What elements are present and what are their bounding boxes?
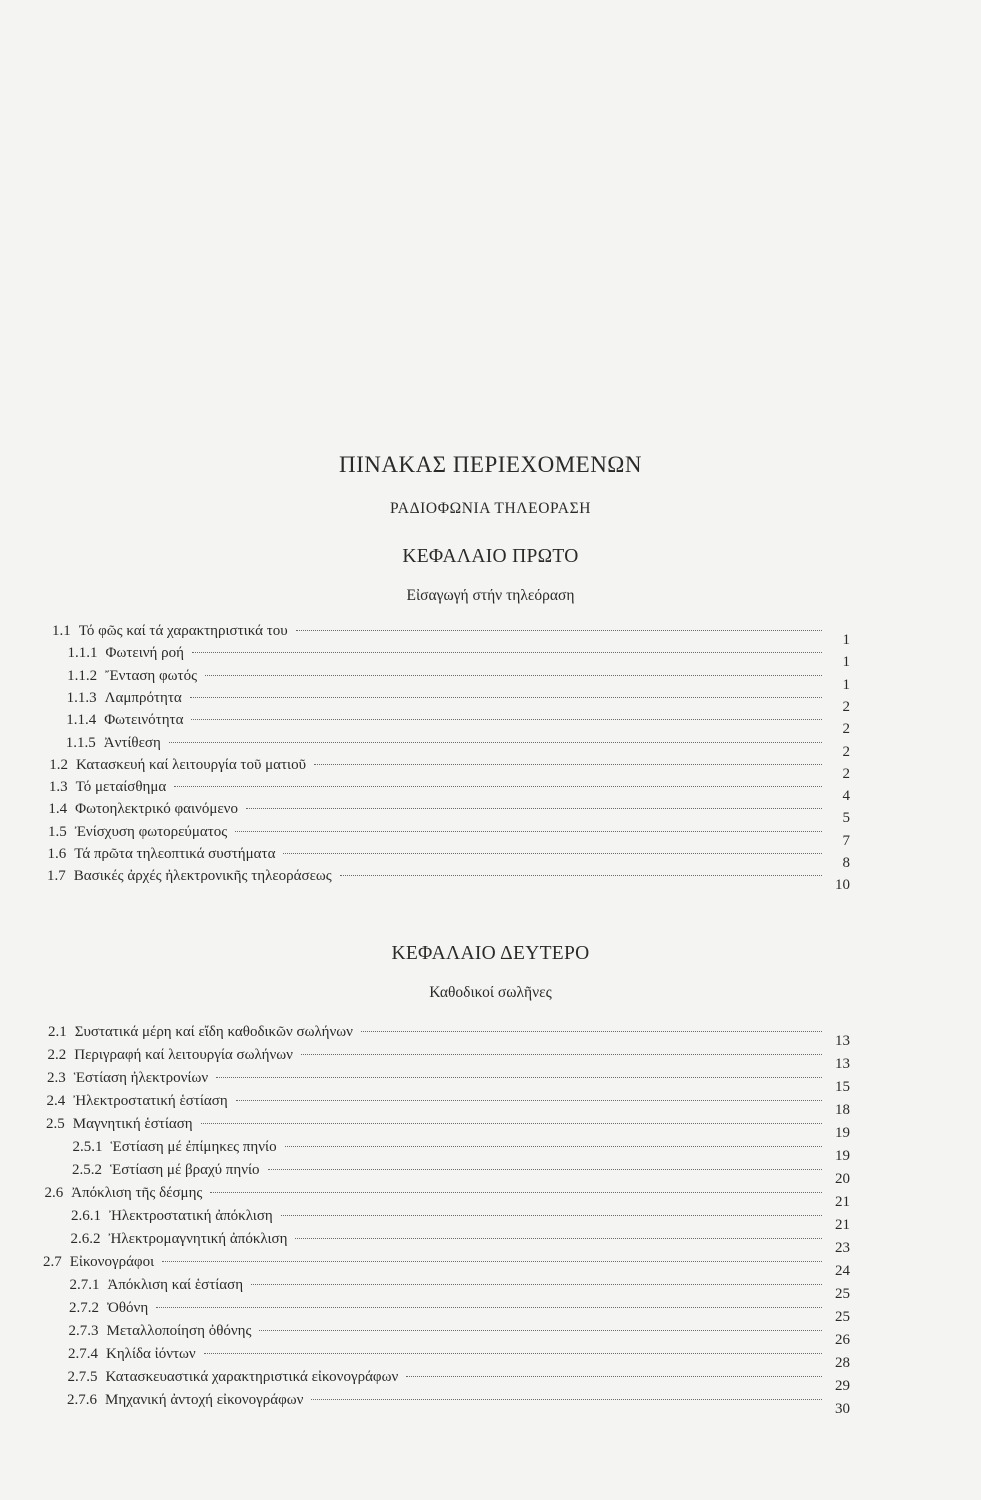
- toc-entry-title: Τά πρῶτα τηλεοπτικά συστήματα: [74, 846, 276, 862]
- toc-entry: [47, 821, 850, 849]
- dot-leader: [285, 1146, 822, 1147]
- dot-leader: [162, 1261, 822, 1262]
- dot-leader: [246, 808, 822, 809]
- toc-entry-number: 2.4: [46, 1093, 66, 1109]
- toc-entry: [48, 798, 850, 827]
- toc-entry: [68, 1343, 850, 1371]
- toc-entry-page: 19: [835, 1125, 850, 1141]
- toc-entry-number: 1.4: [48, 801, 68, 818]
- toc-entry-number: 1.1.3: [66, 689, 97, 706]
- toc-entry-number: 1.3: [48, 779, 68, 796]
- toc-entry-number: 2.6.2: [70, 1231, 101, 1247]
- dot-leader: [251, 1284, 822, 1285]
- toc-entry: [69, 1274, 851, 1302]
- toc-entry-page: 1: [842, 654, 850, 671]
- dot-leader: [406, 1376, 822, 1377]
- dot-leader: [192, 652, 822, 653]
- toc-entry-number: 1.7: [47, 868, 66, 885]
- toc-entry-title: Μεταλλοποίηση ὀθόνης: [106, 1323, 252, 1339]
- toc-entry-page: 30: [835, 1401, 850, 1417]
- toc-entry-page: 7: [842, 832, 850, 849]
- dot-leader: [281, 1215, 822, 1216]
- toc-entry-number: 2.7.2: [69, 1300, 99, 1316]
- toc-entry-number: 2.5.2: [72, 1162, 102, 1178]
- toc-entry: [66, 709, 850, 738]
- dot-leader: [311, 1399, 822, 1400]
- toc-entry: [48, 1021, 850, 1049]
- toc-entry: [47, 1044, 851, 1072]
- dot-leader: [191, 719, 822, 720]
- toc-entry-page: 13: [835, 1056, 850, 1072]
- dot-leader: [210, 1192, 822, 1193]
- dot-leader: [301, 1054, 822, 1055]
- toc-entry: [48, 776, 850, 805]
- dot-leader: [156, 1307, 822, 1308]
- toc-entry-page: 24: [835, 1263, 850, 1279]
- toc-entry-title: Εἰκονογράφοι: [69, 1254, 155, 1270]
- toc-entry: [69, 1297, 850, 1325]
- dot-leader: [174, 786, 822, 787]
- toc-entry-number: 2.7.1: [69, 1277, 100, 1293]
- toc-entry-number: 1.1.1: [67, 645, 98, 662]
- toc-entry-page: 19: [835, 1148, 850, 1164]
- toc-entry-page: 1: [842, 676, 850, 693]
- toc-entry-title: Ἠλεκτροστατική ἀπόκλιση: [109, 1208, 273, 1224]
- toc-entry-number: 2.7.5: [67, 1369, 98, 1385]
- dot-leader: [361, 1031, 822, 1032]
- toc-entry: [67, 665, 850, 693]
- toc-entry-page: 20: [835, 1171, 850, 1187]
- toc-entry-title: Τό μεταίσθημα: [75, 779, 167, 796]
- toc-entry-page: 28: [835, 1355, 850, 1371]
- toc-entry-title: Λαμπρότητα: [104, 689, 182, 706]
- toc-entry-page: 1: [842, 632, 850, 648]
- toc-entry-number: 2.1: [48, 1024, 67, 1040]
- dot-leader: [236, 1100, 822, 1101]
- toc-entry-page: 10: [834, 877, 850, 894]
- toc-entry: [72, 1136, 851, 1164]
- dot-leader: [201, 1123, 822, 1124]
- toc-entry-page: 18: [835, 1102, 850, 1118]
- toc-entry-number: 1.1.4: [66, 712, 97, 729]
- toc-entry-page: 2: [842, 721, 850, 738]
- toc-entry-number: 1.1: [52, 623, 71, 639]
- toc-entry-number: 1.6: [47, 846, 67, 862]
- toc-entry-number: 1.1.5: [65, 734, 96, 751]
- toc-entry: [67, 642, 850, 671]
- chapter-2-subtitle: Καθοδικοί σωλῆνες: [429, 984, 552, 1001]
- toc-entry-title: Περιγραφή καί λειτουργία σωλήνων: [74, 1047, 293, 1063]
- toc-entry-page: 23: [835, 1240, 850, 1256]
- toc-entry-title: Ἠλεκτροστατική ἑστίαση: [73, 1093, 228, 1109]
- toc-entry: [72, 1159, 850, 1187]
- toc-entry-page: 21: [835, 1217, 850, 1233]
- dot-leader: [235, 831, 822, 832]
- toc-entry-page: 15: [835, 1079, 850, 1095]
- toc-entry: [46, 1113, 850, 1141]
- chapter-1-subtitle: Εἰσαγωγή στήν τηλεόραση: [406, 587, 575, 604]
- toc-entry: [52, 620, 850, 648]
- toc-entry-title: Ἑστίαση ἠλεκτρονίων: [73, 1070, 209, 1086]
- toc-entry: [49, 754, 850, 782]
- toc-entry-page: 2: [842, 743, 850, 760]
- toc-entry-number: 2.7: [43, 1254, 62, 1270]
- toc-entry-page: 2: [842, 765, 850, 782]
- toc-entry-page: 21: [835, 1194, 850, 1210]
- toc-entry: [46, 1090, 851, 1118]
- toc-entry-number: 2.6.1: [71, 1208, 101, 1224]
- toc-entry-number: 2.5: [46, 1116, 65, 1132]
- toc-entry-number: 2.5.1: [72, 1139, 103, 1155]
- toc-entry: [65, 732, 850, 760]
- toc-entry: [47, 1067, 850, 1095]
- toc-entry-title: Τό φῶς καί τά χαρακτηριστικά του: [78, 623, 288, 639]
- toc-entry-number: 2.7.4: [68, 1346, 98, 1362]
- toc-entry-page: 2: [842, 698, 850, 715]
- toc-entry-page: 26: [835, 1332, 850, 1348]
- dot-leader: [283, 853, 822, 854]
- toc-entry-title: Φωτοηλεκτρικό φαινόμενο: [75, 801, 238, 818]
- toc-entry-title: Μαγνητική ἑστίαση: [72, 1116, 193, 1132]
- toc-entry-title: Μηχανική ἀντοχή εἰκονογράφων: [105, 1392, 304, 1408]
- dot-leader: [340, 875, 822, 876]
- toc-entry-title: Βασικές ἀρχές ἠλεκτρονικῆς τηλεοράσεως: [73, 868, 332, 885]
- toc-entry-title: Κατασκευή καί λειτουργία τοῦ ματιοῦ: [76, 756, 307, 773]
- toc-entry-page: 5: [842, 810, 850, 827]
- toc-entry: [66, 687, 850, 715]
- toc-entry-title: Συστατικά μέρη καί εἴδη καθοδικῶν σωλήνων: [74, 1024, 353, 1040]
- toc-entry-number: 1.1.2: [67, 667, 98, 684]
- toc-entry-title: Ἑστίαση μέ ἐπίμηκες πηνίο: [110, 1139, 277, 1155]
- toc-entry-number: 1.5: [47, 823, 67, 840]
- toc-entry-title: Ἀπόκλιση τῆς δέσμης: [71, 1185, 203, 1201]
- toc-entry-title: Ἐνίσχυση φωτορεύματος: [74, 823, 228, 840]
- toc-entry-number: 2.7.3: [68, 1323, 99, 1339]
- dot-leader: [296, 630, 822, 631]
- toc-entry-number: 2.3: [47, 1070, 66, 1086]
- toc-entry-number: 2.7.6: [67, 1392, 97, 1408]
- page-title: ΠΙΝΑΚΑΣ ΠΕΡΙΕΧΟΜΕΝΩΝ: [338, 452, 643, 477]
- toc-entry-title: Ἀντίθεση: [103, 734, 161, 751]
- toc-entry-title: Φωτεινή ροή: [105, 645, 184, 662]
- toc-entry-number: 2.6: [44, 1185, 64, 1201]
- toc-entry: [43, 1251, 850, 1279]
- toc-entry-title: Ὀθόνη: [107, 1300, 149, 1316]
- toc-entry-title: Ἑστίαση μέ βραχύ πηνίο: [110, 1162, 260, 1178]
- toc-entry-page: 4: [842, 788, 850, 805]
- toc-entry-title: Ἠλεκτρομαγνητική ἀπόκλιση: [108, 1231, 288, 1247]
- toc-entry-title: Φωτεινότητα: [104, 712, 184, 729]
- toc-entry-number: 1.2: [49, 756, 69, 773]
- dot-leader: [295, 1238, 822, 1239]
- toc-entry-number: 2.2: [47, 1047, 67, 1063]
- toc-entry-title: Ἔνταση φωτός: [105, 667, 198, 684]
- dot-leader: [216, 1077, 822, 1078]
- dot-leader: [169, 742, 822, 743]
- toc-entry: [44, 1182, 851, 1210]
- toc-entry-page: 25: [835, 1309, 850, 1325]
- dot-leader: [268, 1169, 822, 1170]
- chapter-1-title: ΚΕΦΑΛΑΙΟ ΠΡΩΤΟ: [402, 546, 579, 567]
- toc-entry-page: 8: [842, 855, 850, 871]
- dot-leader: [204, 1353, 822, 1354]
- subject-heading: ΡΑΔΙΟΦΩΝΙΑ ΤΗΛΕΟΡΑΣΗ: [389, 500, 592, 517]
- toc-entry-page: 25: [835, 1286, 850, 1302]
- toc-entry-title: Κατασκευαστικά χαρακτηριστικά εἰκονογράφων: [105, 1369, 399, 1385]
- dot-leader: [314, 764, 822, 765]
- toc-entry: [70, 1228, 851, 1256]
- dot-leader: [205, 675, 822, 676]
- toc-entry: [71, 1205, 850, 1233]
- dot-leader: [259, 1330, 822, 1331]
- toc-entry: [67, 1366, 851, 1394]
- toc-entry-page: 29: [835, 1378, 850, 1394]
- toc-entry-title: Κηλίδα ἰόντων: [106, 1346, 196, 1362]
- toc-entry: [47, 865, 850, 894]
- toc-entry-title: Ἀπόκλιση καί ἑστίαση: [107, 1277, 244, 1293]
- toc-entry: [68, 1320, 851, 1348]
- toc-entry: [67, 1389, 850, 1417]
- toc-entry: [47, 843, 851, 871]
- dot-leader: [190, 697, 822, 698]
- toc-entry-page: 13: [835, 1033, 850, 1049]
- chapter-2-title: ΚΕΦΑΛΑΙΟ ΔΕΥΤΕΡΟ: [391, 943, 590, 964]
